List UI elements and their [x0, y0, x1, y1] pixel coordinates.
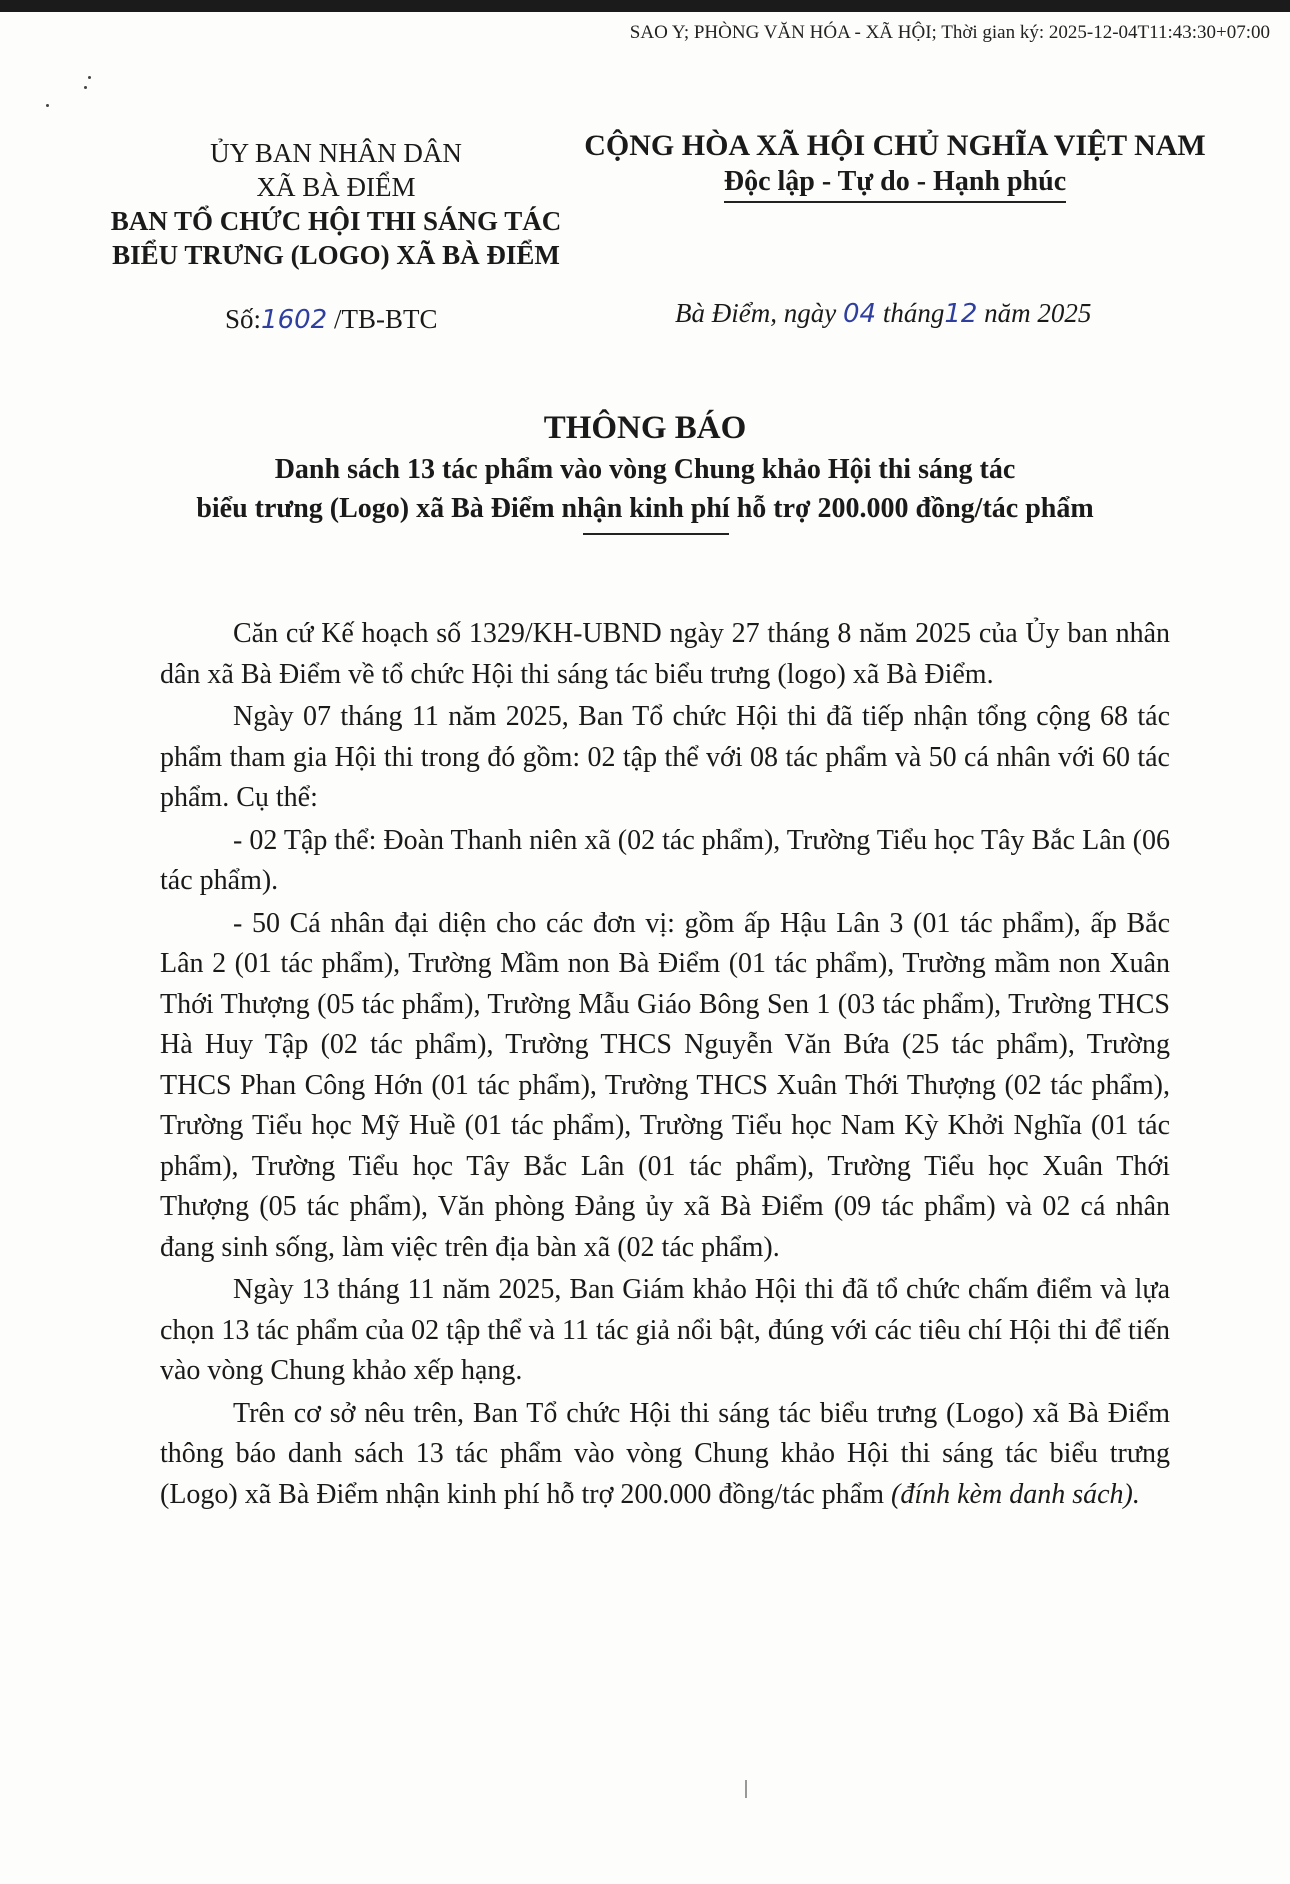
document-number — [225, 304, 437, 335]
authority-line-1: ỦY BAN NHÂN DÂN — [210, 138, 462, 168]
issuing-authority — [86, 136, 586, 272]
national-motto: Độc lập - Tự do - Hạnh phúc — [724, 164, 1066, 203]
number-prefix: Số: — [225, 304, 262, 334]
national-header — [570, 128, 1220, 203]
subtitle-line-1: Danh sách 13 tác phẩm vào vòng Chung khảo Hội thi sáng tác — [274, 454, 1016, 485]
top-border — [0, 0, 1290, 12]
paragraph-legal-basis: Căn cứ Kế hoạch số 1329/KH-UBND ngày 27 tháng 8 năm 2025 của Ủy ban nhân dân xã Bà Điểm về tổ chức Hội thi sáng tác biểu trưng (logo) xã Bà Điểm. — [160, 618, 1170, 690]
date-year: năm 2025 — [984, 298, 1092, 328]
title-divider — [583, 533, 729, 535]
date-line — [675, 298, 1091, 329]
date-place-day: Bà Điểm, ngày — [675, 298, 837, 328]
subtitle-line-2: biểu trưng (Logo) xã Bà Điểm nhận kinh phí hỗ trợ 200.000 đồng/tác phẩm — [196, 493, 1094, 524]
paragraph-submissions: Ngày 07 tháng 11 năm 2025, Ban Tổ chức Hội thi đã tiếp nhận tổng cộng 68 tác phẩm tham gia Hội thi trong đó gồm: 02 tập thể với 08 tác phẩm và 50 cá nhân với 60 tác phẩm. Cụ thể: — [160, 701, 1170, 813]
paragraph-judging: Ngày 13 tháng 11 năm 2025, Ban Giám khảo Hội thi đã tổ chức chấm điểm và lựa chọn 13 tác phẩm của 02 tập thể và 11 tác giả nổi bật, đúng với các tiêu chí Hội thi để tiến vào vòng Chung khảo xếp hạng. — [160, 1274, 1170, 1386]
scan-speck — [84, 86, 87, 89]
paragraph-individuals: - 50 Cá nhân đại diện cho các đơn vị: gồm ấp Hậu Lân 3 (01 tác phẩm), ấp Bắc Lân 2 (01 tác phẩm), Trường Mầm non Bà Điểm (01 tác phẩm), Trường mầm non Xuân Thới Thượng (05 tác phẩm), Trường Mẫu Giáo Bông Sen 1 (03 tác phẩm), Trường THCS Hà Huy Tập (02 tác phẩm), Trường THCS Nguyễn Văn Bứa (25 tác phẩm), Trường THCS Phan Công Hớn (01 tác phẩm), Trường THCS Xuân Thới Thượng (02 tác phẩm), Trường Tiểu học Mỹ Huề (01 tác phẩm), Trường Tiểu học Nam Kỳ Khởi Nghĩa (01 tác phẩm), Trường Tiểu học Tây Bắc Lân (01 tác phẩm), Trường Tiểu học Xuân Thới Thượng (05 tác phẩm), Văn phòng Đảng ủy xã Bà Điểm (09 tác phẩm) và 02 cá nhân đang sinh sống, làm việc trên địa bàn xã (02 tác phẩm). — [160, 907, 1170, 1263]
document-title: THÔNG BÁO — [543, 410, 747, 446]
number-suffix: /TB-BTC — [333, 304, 438, 334]
paragraph-announcement — [160, 1394, 1170, 1516]
authority-line-4: BIỂU TRƯNG (LOGO) XÃ BÀ ĐIỂM — [112, 240, 560, 270]
authority-line-2: XÃ BÀ ĐIỂM — [256, 172, 416, 202]
handwritten-number: 1602 — [261, 305, 328, 335]
document-subtitle — [0, 450, 1290, 528]
nation-name: CỘNG HÒA XÃ HỘI CHỦ NGHĨA VIỆT NAM — [584, 129, 1206, 162]
handwritten-month: 12 — [944, 299, 978, 329]
digital-signature-stamp: SAO Y; PHÒNG VĂN HÓA - XÃ HỘI; Thời gian ký: 2025-12-04T11:43:30+07:00 — [629, 22, 1270, 43]
paragraph-collectives: - 02 Tập thể: Đoàn Thanh niên xã (02 tác phẩm), Trường Tiểu học Tây Bắc Lân (06 tác phẩm). — [160, 824, 1170, 896]
scan-speck — [46, 104, 49, 107]
date-month-label: tháng — [882, 298, 945, 328]
scan-speck — [88, 76, 91, 79]
authority-line-3: BAN TỔ CHỨC HỘI THI SÁNG TÁC — [110, 206, 562, 236]
document-body — [160, 614, 1170, 1517]
announcement-text: Trên cơ sở nêu trên, Ban Tổ chức Hội thi sáng tác biểu trưng (Logo) xã Bà Điểm thông báo danh sách 13 tác phẩm vào vòng Chung khảo Hội thi sáng tác biểu trưng (Logo) xã Bà Điểm nhận kinh phí hỗ trợ 200.000 đồng/tác phẩm — [160, 1397, 1170, 1510]
attachment-note: (đính kèm danh sách). — [891, 1478, 1140, 1510]
handwritten-day: 04 — [842, 299, 877, 329]
scan-mark — [745, 1780, 747, 1798]
